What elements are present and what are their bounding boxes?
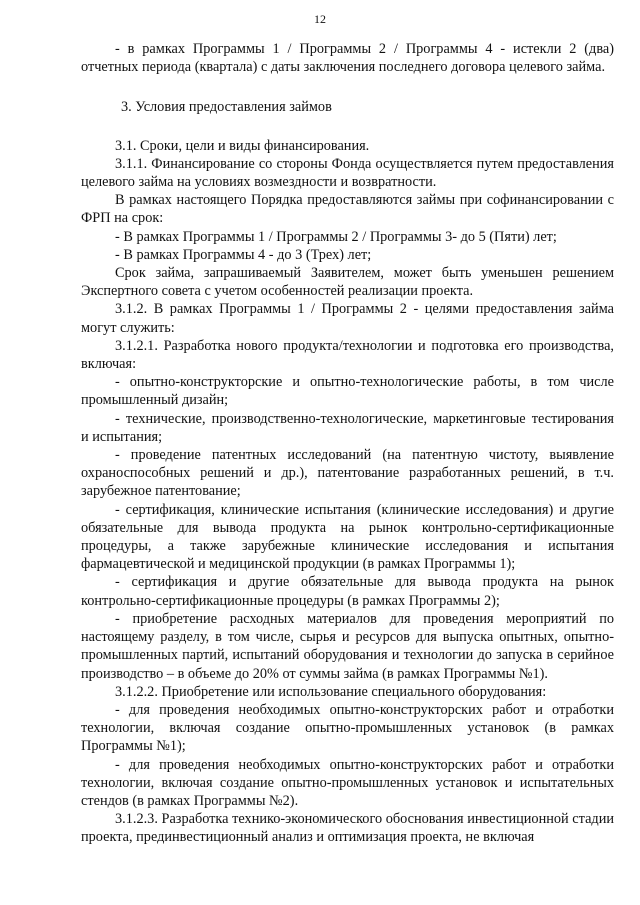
paragraph-program-periods: - в рамках Программы 1 / Программы 2 / Программы 4 - истекли 2 (два) отчетных периода (квартала) с даты заключения последнего договора целевого займа. bbox=[81, 41, 614, 76]
list-item-certification-program-2: - сертификация и другие обязательные для вывода продукта на рынок контрольно-сертификационные процедуры (в рамках Программы 2); bbox=[81, 574, 614, 609]
list-item-materials: - приобретение расходных материалов для проведения мероприятий по настоящему разделу, в том числе, сырья и ресурсов для выпуска опытных, опытно-промышленных партий, испытаний оборудования и технологии до запуска в серийное производство – в объеме до 20% от суммы займа (в рамках Программы №1). bbox=[81, 610, 614, 682]
document-body bbox=[81, 40, 614, 847]
paragraph-cofinancing: В рамках настоящего Порядка предоставляются займы при софинансировании с ФРП на срок: bbox=[81, 192, 614, 227]
list-item-term-program-4: - В рамках Программы 4 - до 3 (Трех) лет; bbox=[115, 246, 372, 263]
paragraph-3-1: 3.1. Сроки, цели и виды финансирования. bbox=[115, 137, 370, 154]
paragraph-term-reduction: Срок займа, запрашиваемый Заявителем, может быть уменьшен решением Экспертного совета с учетом особенностей реализации проекта. bbox=[81, 265, 614, 300]
page-number: 12 bbox=[314, 12, 326, 26]
paragraph-3-1-1: 3.1.1. Финансирование со стороны Фонда осуществляется путем предоставления целевого займа на условиях возмездности и возвратности. bbox=[81, 155, 614, 191]
paragraph-3-1-2: 3.1.2. В рамках Программы 1 / Программы 2 - целями предоставления займа могут служить: bbox=[81, 301, 614, 336]
list-item-patents: - проведение патентных исследований (на патентную чистоту, выявление охраноспособных решений и др.), патентование разработанных решений, в т.ч. зарубежное патентование; bbox=[81, 447, 614, 500]
list-item-equipment-program-1: - для проведения необходимых опытно-конструкторских работ и отработки технологии, включая создание опытно-промышленных установок (в рамках Программы №1); bbox=[81, 701, 614, 755]
paragraph-3-1-2-2: 3.1.2.2. Приобретение или использование специального оборудования: bbox=[115, 683, 547, 700]
list-item-equipment-program-2: - для проведения необходимых опытно-конструкторских работ и отработки технологии, включая создание опытно-промышленных установок и испытательных стендов (в рамках Программы №2). bbox=[81, 756, 614, 809]
paragraph-3-1-2-3: 3.1.2.3. Разработка технико-экономического обоснования инвестиционной стадии проекта, прединвестиционный анализ и оптимизация проекта, не включая bbox=[81, 811, 614, 846]
list-item-certification-program-1: - сертификация, клинические испытания (клинические исследования) и другие обязательные для вывода продукта на рынок контрольно-сертификационные процедуры, а также зарубежные клинические исследования и испытания фармацевтической и медицинской продукции (в рамках Программы 1); bbox=[81, 501, 614, 573]
list-item-rnd-works: - опытно-конструкторские и опытно-технологические работы, в том числе промышленный дизайн; bbox=[81, 374, 614, 409]
section-heading: 3. Условия предоставления займов bbox=[121, 99, 332, 116]
paragraph-3-1-2-1: 3.1.2.1. Разработка нового продукта/технологии и подготовка его производства, включая: bbox=[81, 337, 614, 373]
list-item-term-programs-1-3: - В рамках Программы 1 / Программы 2 / Программы 3- до 5 (Пяти) лет; bbox=[115, 228, 557, 245]
list-item-testing: - технические, производственно-технологические, маркетинговые тестирования и испытания; bbox=[81, 410, 614, 445]
